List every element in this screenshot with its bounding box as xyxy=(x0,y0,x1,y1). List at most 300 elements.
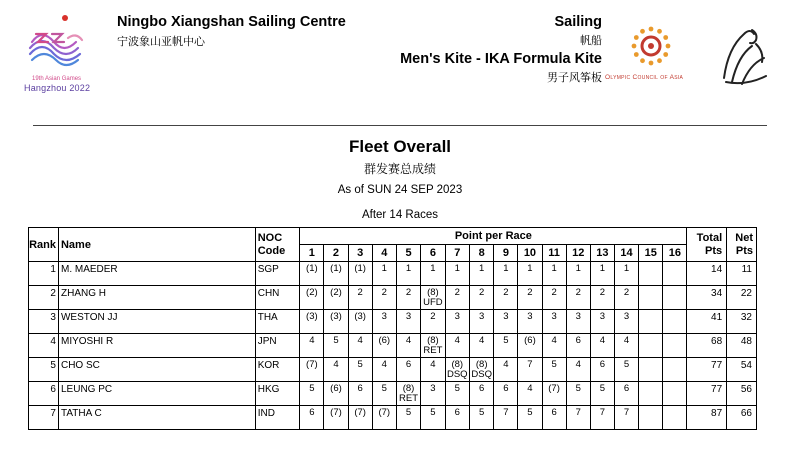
race-score-cell xyxy=(421,358,445,382)
race-score-cell xyxy=(518,334,542,358)
race-points: 3 xyxy=(527,311,533,322)
race-points: (8) xyxy=(427,335,439,346)
col-points-per-race: Point per Race xyxy=(300,228,687,245)
race-score-cell xyxy=(590,310,614,334)
race-score-cell xyxy=(663,334,687,358)
net-points: 54 xyxy=(727,358,757,382)
col-noc-line2: Code xyxy=(257,244,286,257)
race-score-cell xyxy=(566,382,590,406)
race-score-cell xyxy=(445,382,469,406)
race-score-cell xyxy=(542,310,566,334)
race-score-cell xyxy=(518,406,542,430)
race-points: 4 xyxy=(623,335,630,346)
race-score-cell xyxy=(639,358,663,382)
race-score-cell xyxy=(663,406,687,430)
col-race-11: 11 xyxy=(542,245,566,262)
race-score-cell xyxy=(566,310,590,334)
race-points: (8) xyxy=(402,383,415,394)
race-score-cell xyxy=(614,334,638,358)
race-score-cell xyxy=(518,262,542,286)
race-points: 5 xyxy=(503,335,509,346)
race-score-cell xyxy=(348,310,372,334)
total-points: 77 xyxy=(687,382,727,406)
results-body xyxy=(29,262,757,430)
race-score-cell xyxy=(542,358,566,382)
report-title-zh: 群发赛总成绩 xyxy=(363,162,436,176)
col-net-line1: Net xyxy=(735,231,753,244)
race-score-cell xyxy=(445,286,469,310)
race-score-cell xyxy=(469,310,493,334)
race-score-cell xyxy=(445,406,469,430)
race-score-cell xyxy=(300,334,324,358)
noc-code: JPN xyxy=(255,334,300,358)
race-points: 7 xyxy=(575,407,581,418)
race-score-cell xyxy=(494,382,518,406)
race-points: 2 xyxy=(381,287,387,298)
race-points: 7 xyxy=(527,359,533,370)
asian-games-logo xyxy=(22,12,94,96)
race-penalty-code: RET xyxy=(399,393,419,404)
race-points: (3) xyxy=(354,311,366,322)
race-score-cell xyxy=(445,310,469,334)
rank-cell: 1 xyxy=(29,262,59,286)
race-points: (1) xyxy=(330,263,342,274)
noc-code: IND xyxy=(255,406,300,430)
col-total xyxy=(687,228,727,262)
race-points: 3 xyxy=(503,311,509,322)
race-score-cell xyxy=(372,334,396,358)
race-score-cell xyxy=(494,358,518,382)
col-rank: Rank xyxy=(29,228,59,262)
table-row xyxy=(29,310,757,334)
race-score-cell xyxy=(396,262,420,286)
race-score-cell xyxy=(518,358,542,382)
race-score-cell xyxy=(469,358,493,382)
race-points: (3) xyxy=(306,311,318,322)
race-score-cell xyxy=(639,286,663,310)
race-points: 3 xyxy=(430,383,436,394)
noc-code: HKG xyxy=(255,382,300,406)
col-race-4: 4 xyxy=(372,245,396,262)
race-points: 4 xyxy=(381,359,387,370)
event-block xyxy=(400,14,602,85)
race-points: 6 xyxy=(551,407,557,418)
race-score-cell xyxy=(663,358,687,382)
race-score-cell xyxy=(300,382,324,406)
race-score-cell xyxy=(348,262,372,286)
race-points: 4 xyxy=(599,335,606,346)
race-score-cell xyxy=(614,382,638,406)
venue-name: Ningbo Xiangshan Sailing Centre xyxy=(117,14,346,30)
athlete-name: WESTON JJ xyxy=(58,310,255,334)
col-total-line1: Total xyxy=(696,231,723,244)
race-points: 5 xyxy=(454,383,460,394)
total-points: 14 xyxy=(687,262,727,286)
race-score-cell xyxy=(663,310,687,334)
race-points: (8) xyxy=(427,287,439,298)
race-points: (2) xyxy=(330,287,342,298)
race-score-cell xyxy=(396,286,420,310)
race-score-cell xyxy=(639,406,663,430)
results-table xyxy=(28,227,757,430)
total-points: 34 xyxy=(687,286,727,310)
col-total-line2: Pts xyxy=(705,244,723,257)
race-score-cell xyxy=(348,286,372,310)
col-race-1: 1 xyxy=(300,245,324,262)
event-name-zh: 男子风筝板 xyxy=(547,72,602,84)
race-points: (7) xyxy=(306,359,318,370)
race-points: 3 xyxy=(599,311,606,322)
race-score-cell xyxy=(396,406,420,430)
race-points: 3 xyxy=(381,311,387,322)
col-race-10: 10 xyxy=(518,245,542,262)
race-score-cell xyxy=(421,406,445,430)
race-score-cell xyxy=(542,382,566,406)
asian-games-emblem-icon xyxy=(22,12,94,74)
race-points: 2 xyxy=(357,287,363,298)
race-points: 6 xyxy=(599,359,606,370)
race-points: 6 xyxy=(575,335,581,346)
race-score-cell xyxy=(372,286,396,310)
race-points: 5 xyxy=(357,359,363,370)
race-points: 2 xyxy=(623,287,630,298)
race-points: 1 xyxy=(527,263,533,274)
race-points: 6 xyxy=(357,383,363,394)
race-score-cell xyxy=(590,286,614,310)
race-points: 4 xyxy=(503,359,509,370)
noc-code: SGP xyxy=(255,262,300,286)
race-points: (8) xyxy=(475,359,488,370)
oca-logo xyxy=(605,18,697,84)
noc-code: THA xyxy=(255,310,300,334)
race-score-cell xyxy=(396,382,420,406)
race-score-cell xyxy=(445,334,469,358)
race-points: (2) xyxy=(306,287,318,298)
race-points: 5 xyxy=(405,407,412,418)
race-penalty-code: DSQ xyxy=(471,369,492,380)
col-race-13: 13 xyxy=(590,245,614,262)
race-score-cell xyxy=(566,358,590,382)
race-score-cell xyxy=(542,406,566,430)
col-net-line2: Pts xyxy=(735,244,753,257)
race-points: 2 xyxy=(405,287,412,298)
race-score-cell xyxy=(469,382,493,406)
race-score-cell xyxy=(421,262,445,286)
race-score-cell xyxy=(372,262,396,286)
col-race-3: 3 xyxy=(348,245,372,262)
report-title: Fleet Overall xyxy=(348,137,452,156)
header-divider xyxy=(33,125,767,126)
race-points: 2 xyxy=(454,287,460,298)
total-points: 77 xyxy=(687,358,727,382)
race-score-cell xyxy=(372,382,396,406)
race-points: 4 xyxy=(309,335,315,346)
net-points: 48 xyxy=(727,334,757,358)
games-emblem-icon xyxy=(712,20,778,90)
race-score-cell xyxy=(372,358,396,382)
race-points: 4 xyxy=(430,359,436,370)
table-row xyxy=(29,286,757,310)
race-score-cell xyxy=(639,262,663,286)
race-points: 1 xyxy=(575,263,581,274)
rank-cell: 3 xyxy=(29,310,59,334)
athlete-name: LEUNG PC xyxy=(58,382,255,406)
race-score-cell xyxy=(300,310,324,334)
race-points: (8) xyxy=(451,359,464,370)
race-points: 7 xyxy=(599,407,606,418)
race-points: 4 xyxy=(333,359,339,370)
col-race-8: 8 xyxy=(469,245,493,262)
race-penalty-code: DSQ xyxy=(446,369,468,380)
race-points: 1 xyxy=(623,263,630,274)
rank-cell: 2 xyxy=(29,286,59,310)
race-score-cell xyxy=(300,262,324,286)
race-points: (7) xyxy=(548,383,560,394)
net-points: 32 xyxy=(727,310,757,334)
athlete-name: TATHA C xyxy=(58,406,255,430)
header-row xyxy=(29,228,757,245)
table-row xyxy=(29,406,757,430)
table-row xyxy=(29,334,757,358)
race-score-cell xyxy=(348,382,372,406)
race-points: 6 xyxy=(623,383,630,394)
race-score-cell xyxy=(663,382,687,406)
race-points: 1 xyxy=(479,263,485,274)
races-completed: After 14 Races xyxy=(361,209,439,221)
event-name: Men's Kite - IKA Formula Kite xyxy=(400,51,602,67)
race-score-cell xyxy=(566,286,590,310)
race-points: 1 xyxy=(405,263,412,274)
race-points: 1 xyxy=(430,263,436,274)
race-score-cell xyxy=(590,334,614,358)
race-score-cell xyxy=(590,382,614,406)
race-points: 2 xyxy=(479,287,485,298)
race-points: 3 xyxy=(575,311,581,322)
race-points: 4 xyxy=(357,335,363,346)
race-points: 7 xyxy=(623,407,630,418)
race-score-cell xyxy=(590,406,614,430)
race-points: 6 xyxy=(454,407,460,418)
race-score-cell xyxy=(324,382,348,406)
race-score-cell xyxy=(324,286,348,310)
oca-name: Olympic Council of Asia xyxy=(605,74,684,81)
total-points: 68 xyxy=(687,334,727,358)
race-score-cell xyxy=(324,358,348,382)
race-score-cell xyxy=(494,406,518,430)
race-points: (1) xyxy=(354,263,366,274)
race-points: 5 xyxy=(551,359,557,370)
race-points: (3) xyxy=(330,311,342,322)
race-score-cell xyxy=(614,286,638,310)
race-score-cell xyxy=(590,358,614,382)
games-city-text: Hangzhou 2022 xyxy=(24,83,91,93)
race-penalty-code: UFD xyxy=(423,297,443,308)
race-score-cell xyxy=(300,286,324,310)
col-race-9: 9 xyxy=(494,245,518,262)
noc-code: KOR xyxy=(255,358,300,382)
race-points: 1 xyxy=(551,263,557,274)
race-points: 4 xyxy=(527,383,533,394)
race-points: 5 xyxy=(309,383,315,394)
race-points: 1 xyxy=(381,263,387,274)
race-score-cell xyxy=(542,262,566,286)
race-points: 3 xyxy=(551,311,557,322)
table-row xyxy=(29,358,757,382)
race-points: (1) xyxy=(306,263,318,274)
games-edition-text: 19th Asian Games xyxy=(32,76,82,82)
race-points: 4 xyxy=(405,335,412,346)
col-race-15: 15 xyxy=(639,245,663,262)
net-points: 56 xyxy=(727,382,757,406)
race-points: (7) xyxy=(330,407,342,418)
col-race-14: 14 xyxy=(614,245,638,262)
race-score-cell xyxy=(324,310,348,334)
noc-code: CHN xyxy=(255,286,300,310)
race-score-cell xyxy=(614,406,638,430)
race-score-cell xyxy=(372,406,396,430)
race-score-cell xyxy=(324,406,348,430)
race-points: 4 xyxy=(454,335,460,346)
race-score-cell xyxy=(372,310,396,334)
sport-name: Sailing xyxy=(554,14,602,30)
total-points: 41 xyxy=(687,310,727,334)
race-points: (7) xyxy=(354,407,366,418)
race-score-cell xyxy=(542,334,566,358)
race-points: 2 xyxy=(575,287,581,298)
race-points: 2 xyxy=(551,287,557,298)
sport-name-zh: 帆船 xyxy=(580,35,602,47)
race-points: 5 xyxy=(333,335,339,346)
race-score-cell xyxy=(542,286,566,310)
race-points: 6 xyxy=(405,359,412,370)
race-score-cell xyxy=(663,262,687,286)
race-score-cell xyxy=(300,406,324,430)
net-points: 22 xyxy=(727,286,757,310)
race-points: 1 xyxy=(599,263,606,274)
race-score-cell xyxy=(566,334,590,358)
race-score-cell xyxy=(469,286,493,310)
race-points: 2 xyxy=(599,287,606,298)
race-points: 2 xyxy=(527,287,533,298)
race-score-cell xyxy=(421,334,445,358)
race-score-cell xyxy=(396,310,420,334)
race-score-cell xyxy=(518,286,542,310)
race-points: 5 xyxy=(527,407,533,418)
race-points: 4 xyxy=(575,359,581,370)
rank-cell: 5 xyxy=(29,358,59,382)
race-score-cell xyxy=(396,358,420,382)
race-points: 6 xyxy=(503,383,509,394)
race-score-cell xyxy=(639,334,663,358)
rank-cell: 4 xyxy=(29,334,59,358)
race-score-cell xyxy=(469,262,493,286)
col-net xyxy=(727,228,757,262)
col-race-7: 7 xyxy=(445,245,469,262)
race-points: 6 xyxy=(479,383,485,394)
race-points: 2 xyxy=(430,311,436,322)
race-points: (6) xyxy=(378,335,391,346)
col-race-12: 12 xyxy=(566,245,590,262)
col-race-2: 2 xyxy=(324,245,348,262)
col-race-6: 6 xyxy=(421,245,445,262)
rank-cell: 7 xyxy=(29,406,59,430)
race-score-cell xyxy=(494,262,518,286)
rank-cell: 6 xyxy=(29,382,59,406)
race-points: 6 xyxy=(309,407,315,418)
race-points: 5 xyxy=(479,407,485,418)
race-score-cell xyxy=(590,262,614,286)
race-score-cell xyxy=(421,310,445,334)
race-points: 1 xyxy=(503,263,509,274)
oca-sun-icon xyxy=(605,18,697,74)
col-race-5: 5 xyxy=(396,245,420,262)
col-noc-line1: NOC xyxy=(257,231,283,244)
race-score-cell xyxy=(518,310,542,334)
race-score-cell xyxy=(614,262,638,286)
net-points: 11 xyxy=(727,262,757,286)
race-points: 5 xyxy=(381,383,387,394)
games-emblem-logo xyxy=(712,20,778,90)
race-score-cell xyxy=(324,262,348,286)
total-points: 87 xyxy=(687,406,727,430)
race-score-cell xyxy=(494,310,518,334)
race-score-cell xyxy=(348,406,372,430)
report-date: As of SUN 24 SEP 2023 xyxy=(337,184,463,196)
race-score-cell xyxy=(663,286,687,310)
col-noc xyxy=(255,228,300,262)
race-score-cell xyxy=(566,406,590,430)
race-score-cell xyxy=(348,358,372,382)
col-race-16: 16 xyxy=(663,245,687,262)
col-name: Name xyxy=(58,228,255,262)
race-score-cell xyxy=(348,334,372,358)
table-row xyxy=(29,262,757,286)
race-score-cell xyxy=(639,310,663,334)
race-points: (7) xyxy=(378,407,391,418)
race-points: 5 xyxy=(430,407,436,418)
race-score-cell xyxy=(639,382,663,406)
venue-name-zh: 宁波象山亚帆中心 xyxy=(117,36,205,48)
net-points: 66 xyxy=(727,406,757,430)
race-points: 3 xyxy=(454,311,460,322)
race-points: 5 xyxy=(599,383,606,394)
race-score-cell xyxy=(421,382,445,406)
race-score-cell xyxy=(445,358,469,382)
race-points: 3 xyxy=(623,311,630,322)
race-points: (6) xyxy=(330,383,342,394)
race-score-cell xyxy=(300,358,324,382)
race-points: 2 xyxy=(503,287,509,298)
race-score-cell xyxy=(469,334,493,358)
table-row xyxy=(29,382,757,406)
race-score-cell xyxy=(445,262,469,286)
athlete-name: ZHANG H xyxy=(58,286,255,310)
race-points: 7 xyxy=(503,407,509,418)
race-score-cell xyxy=(396,334,420,358)
race-points: 3 xyxy=(479,311,485,322)
athlete-name: CHO SC xyxy=(58,358,255,382)
race-points: 1 xyxy=(454,263,460,274)
race-points: 3 xyxy=(405,311,412,322)
race-points: 4 xyxy=(479,335,485,346)
race-points: (6) xyxy=(524,335,536,346)
race-score-cell xyxy=(421,286,445,310)
venue-block xyxy=(117,14,346,49)
race-score-cell xyxy=(566,262,590,286)
race-points: 4 xyxy=(551,335,557,346)
race-score-cell xyxy=(324,334,348,358)
athlete-name: MIYOSHI R xyxy=(58,334,255,358)
